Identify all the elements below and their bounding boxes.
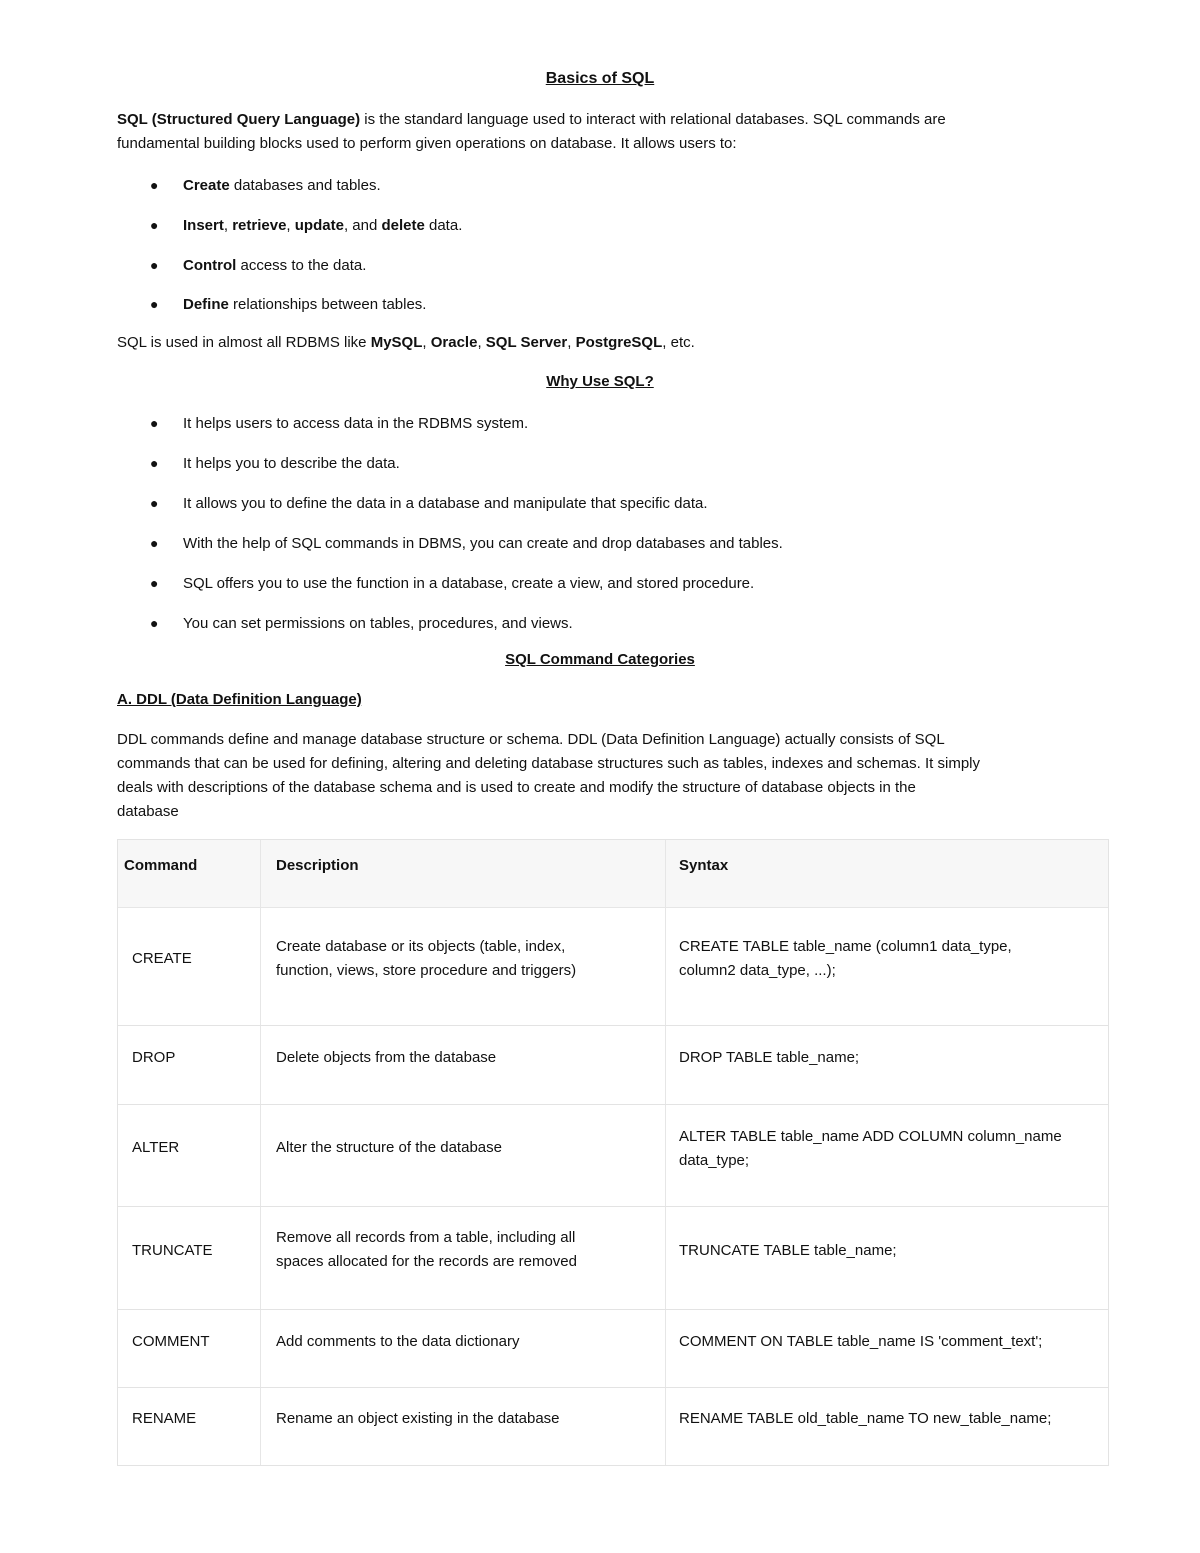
column-divider: [260, 840, 261, 1465]
ddl-line: database: [117, 803, 179, 820]
rdbms-prefix: SQL is used in almost all RDBMS like: [117, 334, 371, 351]
cell-command: RENAME: [132, 1410, 197, 1427]
cell-syntax: COMMENT ON TABLE table_name IS 'comment_text';: [679, 1333, 1043, 1350]
ddl-commands-table: [117, 839, 1109, 1466]
cell-description: [276, 1226, 577, 1274]
cell-description: [276, 935, 576, 983]
bold-term: update: [294, 217, 344, 234]
list-item: [150, 294, 426, 315]
syntax-line: ALTER TABLE table_name ADD COLUMN column_name: [679, 1128, 1062, 1145]
cell-command: TRUNCATE: [132, 1242, 213, 1259]
desc-line: Remove all records from a table, including all: [276, 1229, 576, 1246]
cell-syntax: [679, 935, 1012, 983]
item-text: It allows you to define the data in a database and manipulate that specific data.: [183, 495, 708, 512]
row-divider: [118, 1025, 1108, 1026]
item-text: It helps users to access data in the RDBMS system.: [183, 415, 529, 432]
header-command: Command: [124, 857, 198, 874]
desc-line: spaces allocated for the records are removed: [276, 1253, 577, 1270]
list-item: [150, 255, 366, 276]
bullet-icon: ●: [150, 415, 159, 431]
header-description: Description: [276, 857, 359, 874]
cell-command: DROP: [132, 1049, 176, 1066]
intro-term: SQL (Structured Query Language): [117, 111, 361, 128]
separator: , and: [343, 217, 382, 234]
row-divider: [118, 1309, 1108, 1310]
item-text: SQL offers you to use the function in a database, create a view, and stored procedure.: [183, 575, 755, 592]
header-syntax: Syntax: [679, 857, 729, 874]
bullet-icon: ●: [150, 575, 159, 591]
bullet-icon: ●: [150, 177, 159, 193]
bullet-icon: ●: [150, 535, 159, 551]
bullet-icon: ●: [150, 217, 159, 233]
bullet-icon: ●: [150, 495, 159, 511]
ddl-line: commands that can be used for defining, altering and deleting database structures such as tables, indexes and schemas. It simply: [117, 755, 980, 772]
cell-description: Add comments to the data dictionary: [276, 1333, 520, 1350]
item-text: It helps you to describe the data.: [183, 455, 400, 472]
rdbms-paragraph: SQL is used in almost all RDBMS like MySQL, Oracle, SQL Server, PostgreSQL, etc.: [117, 334, 695, 351]
list-item: [150, 573, 754, 594]
desc-line: Create database or its objects (table, index,: [276, 938, 566, 955]
intro-text-2: fundamental building blocks used to perform given operations on database. It allows users to:: [117, 135, 737, 152]
item-text: access to the data.: [236, 257, 367, 274]
bold-term: Create: [183, 177, 230, 194]
rdbms-name: PostgreSQL: [575, 334, 663, 351]
list-item: [150, 453, 400, 474]
item-text: relationships between tables.: [228, 296, 427, 313]
intro-paragraph: [117, 108, 1092, 156]
rdbms-suffix: , etc.: [662, 334, 695, 351]
ddl-heading: A. DDL (Data Definition Language): [117, 691, 362, 708]
rdbms-name: Oracle: [430, 334, 478, 351]
cell-command: CREATE: [132, 950, 192, 967]
cell-description: Alter the structure of the database: [276, 1139, 502, 1156]
syntax-line: column2 data_type, ...);: [679, 962, 836, 979]
list-item: [150, 175, 381, 196]
desc-line: function, views, store procedure and triggers): [276, 962, 577, 979]
row-divider: [118, 1206, 1108, 1207]
bold-term: Insert: [183, 217, 224, 234]
list-item: [150, 215, 462, 236]
bold-term: Define: [183, 296, 229, 313]
ddl-line: deals with descriptions of the database schema and is used to create and modify the structure of database objects in the: [117, 779, 916, 796]
list-item: [150, 533, 783, 554]
separator: ,: [223, 217, 233, 234]
ddl-line: DDL commands define and manage database structure or schema. DDL (Data Definition Language) actually consists of SQL: [117, 731, 945, 748]
rdbms-name: SQL Server: [485, 334, 568, 351]
item-text: data.: [424, 217, 463, 234]
bold-term: Control: [183, 257, 237, 274]
bullet-icon: ●: [150, 296, 159, 312]
cell-command: COMMENT: [132, 1333, 210, 1350]
cell-syntax: RENAME TABLE old_table_name TO new_table_name;: [679, 1410, 1052, 1427]
table-header-row: [118, 840, 1108, 908]
row-divider: [118, 1387, 1108, 1388]
page-title: Basics of SQL: [545, 70, 655, 87]
rdbms-name: MySQL: [370, 334, 423, 351]
item-text: With the help of SQL commands in DBMS, you can create and drop databases and tables.: [183, 535, 783, 552]
cell-description: Rename an object existing in the database: [276, 1410, 560, 1427]
bold-term: delete: [381, 217, 425, 234]
list-item: [150, 413, 528, 434]
cell-syntax: DROP TABLE table_name;: [679, 1049, 860, 1066]
cell-syntax: [679, 1125, 1062, 1173]
why-title: Why Use SQL?: [546, 373, 654, 390]
cell-syntax: TRUNCATE TABLE table_name;: [679, 1242, 897, 1259]
bold-term: retrieve: [232, 217, 287, 234]
intro-text-1: is the standard language used to interact with relational databases. SQL commands are: [360, 111, 946, 128]
list-item: [150, 613, 573, 634]
cell-description: Delete objects from the database: [276, 1049, 497, 1066]
row-divider: [118, 1104, 1108, 1105]
syntax-line: CREATE TABLE table_name (column1 data_type,: [679, 938, 1012, 955]
bullet-icon: ●: [150, 615, 159, 631]
bullet-icon: ●: [150, 257, 159, 273]
cell-command: ALTER: [132, 1139, 180, 1156]
list-item: [150, 493, 708, 514]
column-divider: [665, 840, 666, 1465]
bullet-icon: ●: [150, 455, 159, 471]
ddl-paragraph: [117, 728, 1092, 824]
separator: ,: [286, 217, 295, 234]
item-text: You can set permissions on tables, procedures, and views.: [183, 615, 573, 632]
item-text: databases and tables.: [229, 177, 381, 194]
syntax-line: data_type;: [679, 1152, 750, 1169]
categories-title: SQL Command Categories: [505, 651, 695, 668]
